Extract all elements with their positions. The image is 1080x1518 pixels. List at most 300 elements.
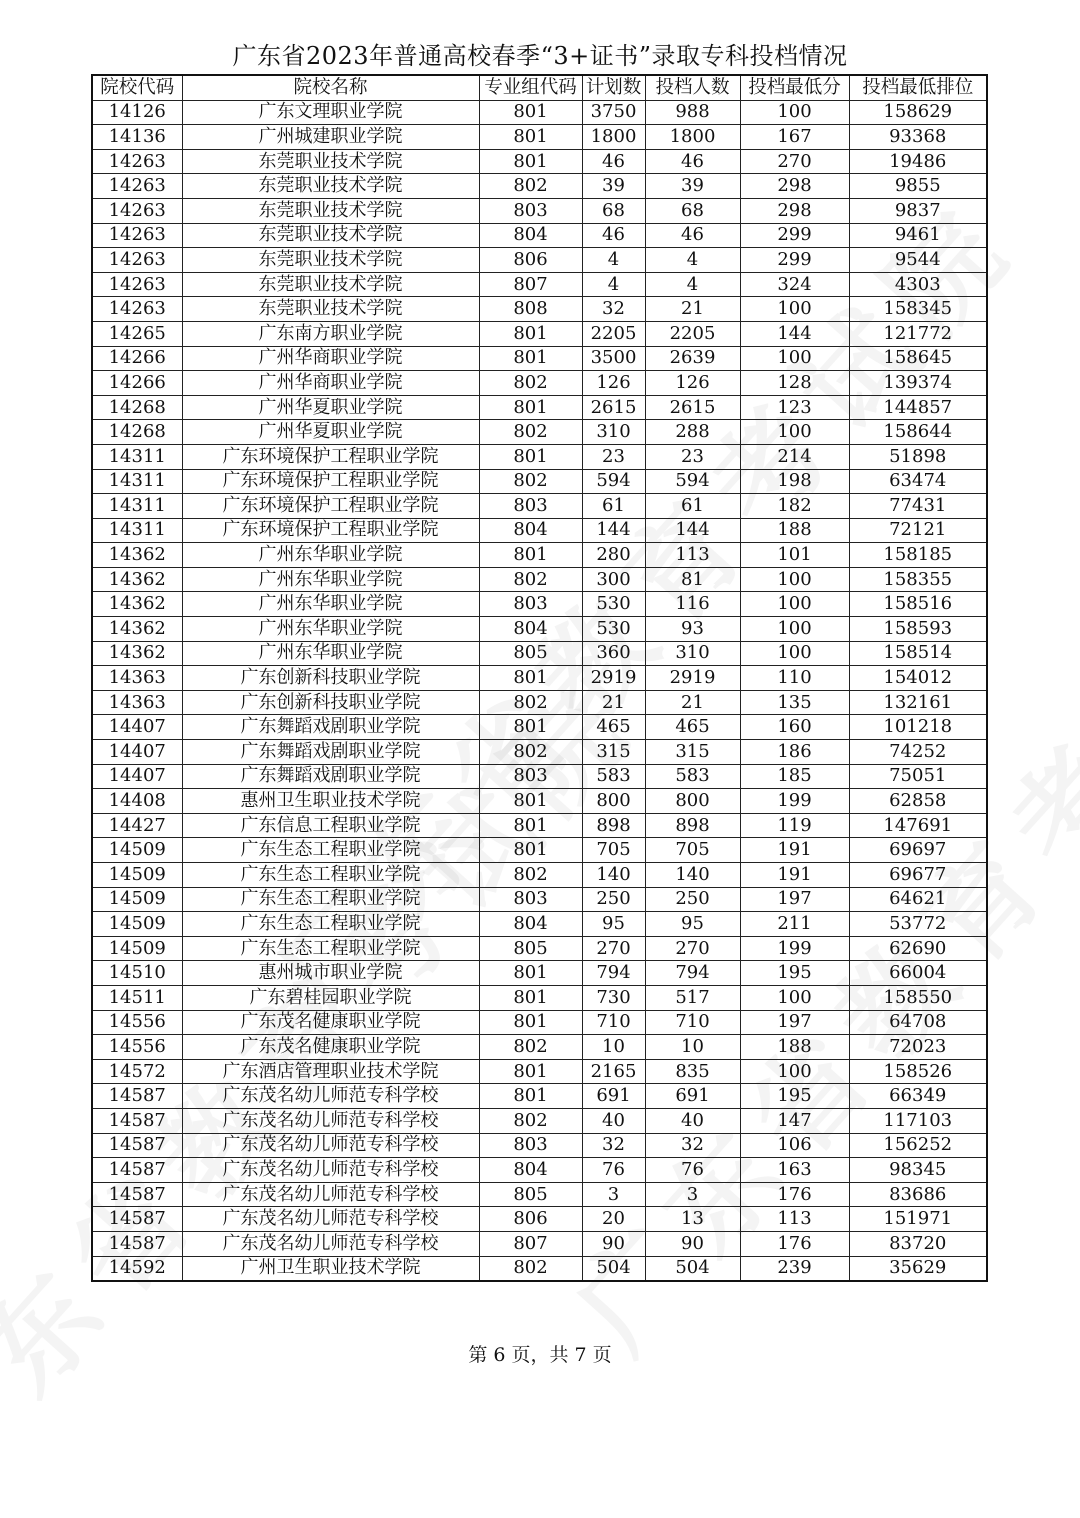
cell-plan-count: 270 xyxy=(582,936,645,961)
table-row xyxy=(92,395,987,420)
cell-plan-count: 280 xyxy=(582,543,645,568)
table-row xyxy=(92,1010,987,1035)
cell-min-score: 324 xyxy=(740,272,849,297)
table-row xyxy=(92,248,987,273)
cell-min-rank: 75051 xyxy=(849,764,987,789)
table-row xyxy=(92,715,987,740)
cell-group-code: 802 xyxy=(479,1256,582,1281)
table-row xyxy=(92,641,987,666)
cell-school-name: 广东环境保护工程职业学院 xyxy=(182,444,479,469)
cell-min-score: 199 xyxy=(740,936,849,961)
cell-min-score: 100 xyxy=(740,641,849,666)
cell-group-code: 801 xyxy=(479,789,582,814)
cell-school-code: 14263 xyxy=(92,149,182,174)
cell-admitted-count: 90 xyxy=(645,1231,740,1256)
cell-min-rank: 93368 xyxy=(849,125,987,150)
cell-min-score: 100 xyxy=(740,346,849,371)
cell-school-name: 广州华商职业学院 xyxy=(182,371,479,396)
cell-group-code: 802 xyxy=(479,371,582,396)
header-school-code: 院校代码 xyxy=(92,75,182,100)
cell-school-code: 14362 xyxy=(92,641,182,666)
cell-plan-count: 46 xyxy=(582,223,645,248)
cell-min-score: 100 xyxy=(740,985,849,1010)
table-row xyxy=(92,346,987,371)
cell-group-code: 804 xyxy=(479,1158,582,1183)
cell-school-code: 14363 xyxy=(92,666,182,691)
cell-min-score: 197 xyxy=(740,887,849,912)
cell-group-code: 807 xyxy=(479,272,582,297)
cell-school-code: 14572 xyxy=(92,1059,182,1084)
cell-plan-count: 530 xyxy=(582,592,645,617)
cell-group-code: 805 xyxy=(479,641,582,666)
table-row xyxy=(92,223,987,248)
cell-min-score: 298 xyxy=(740,174,849,199)
cell-min-score: 176 xyxy=(740,1231,849,1256)
cell-min-score: 185 xyxy=(740,764,849,789)
cell-school-code: 14511 xyxy=(92,985,182,1010)
cell-group-code: 807 xyxy=(479,1231,582,1256)
cell-group-code: 808 xyxy=(479,297,582,322)
cell-min-rank: 158550 xyxy=(849,985,987,1010)
cell-school-name: 广州卫生职业技术学院 xyxy=(182,1256,479,1281)
cell-group-code: 801 xyxy=(479,125,582,150)
cell-admitted-count: 39 xyxy=(645,174,740,199)
cell-school-name: 广东酒店管理职业技术学院 xyxy=(182,1059,479,1084)
cell-plan-count: 40 xyxy=(582,1108,645,1133)
cell-min-score: 100 xyxy=(740,617,849,642)
cell-admitted-count: 93 xyxy=(645,617,740,642)
cell-plan-count: 76 xyxy=(582,1158,645,1183)
cell-plan-count: 1800 xyxy=(582,125,645,150)
cell-plan-count: 594 xyxy=(582,469,645,494)
cell-admitted-count: 800 xyxy=(645,789,740,814)
cell-school-code: 14263 xyxy=(92,272,182,297)
cell-admitted-count: 21 xyxy=(645,297,740,322)
cell-admitted-count: 517 xyxy=(645,985,740,1010)
cell-min-score: 191 xyxy=(740,863,849,888)
cell-admitted-count: 95 xyxy=(645,912,740,937)
table-row xyxy=(92,272,987,297)
cell-min-score: 163 xyxy=(740,1158,849,1183)
cell-plan-count: 300 xyxy=(582,567,645,592)
cell-group-code: 803 xyxy=(479,198,582,223)
table-row xyxy=(92,100,987,125)
cell-min-score: 198 xyxy=(740,469,849,494)
cell-admitted-count: 2615 xyxy=(645,395,740,420)
table-row xyxy=(92,321,987,346)
cell-school-code: 14587 xyxy=(92,1207,182,1232)
cell-school-name: 东莞职业技术学院 xyxy=(182,272,479,297)
table-row xyxy=(92,1059,987,1084)
table-row xyxy=(92,371,987,396)
cell-min-score: 199 xyxy=(740,789,849,814)
cell-school-name: 广东茂名幼儿师范专科学校 xyxy=(182,1133,479,1158)
cell-plan-count: 10 xyxy=(582,1035,645,1060)
cell-min-score: 147 xyxy=(740,1108,849,1133)
cell-plan-count: 691 xyxy=(582,1084,645,1109)
cell-school-code: 14268 xyxy=(92,420,182,445)
table-row xyxy=(92,1231,987,1256)
cell-school-name: 广东创新科技职业学院 xyxy=(182,690,479,715)
cell-plan-count: 23 xyxy=(582,444,645,469)
cell-school-name: 广东舞蹈戏剧职业学院 xyxy=(182,764,479,789)
cell-group-code: 801 xyxy=(479,321,582,346)
cell-min-rank: 101218 xyxy=(849,715,987,740)
cell-plan-count: 32 xyxy=(582,297,645,322)
cell-group-code: 803 xyxy=(479,887,582,912)
cell-group-code: 805 xyxy=(479,936,582,961)
cell-min-rank: 158345 xyxy=(849,297,987,322)
cell-min-score: 211 xyxy=(740,912,849,937)
cell-school-code: 14311 xyxy=(92,518,182,543)
table-row xyxy=(92,617,987,642)
table-row xyxy=(92,518,987,543)
cell-school-code: 14263 xyxy=(92,174,182,199)
cell-min-rank: 117103 xyxy=(849,1108,987,1133)
cell-min-score: 270 xyxy=(740,149,849,174)
cell-plan-count: 4 xyxy=(582,272,645,297)
cell-min-score: 100 xyxy=(740,100,849,125)
table-row xyxy=(92,666,987,691)
cell-group-code: 803 xyxy=(479,494,582,519)
cell-school-name: 广东茂名幼儿师范专科学校 xyxy=(182,1084,479,1109)
cell-min-score: 100 xyxy=(740,592,849,617)
cell-school-code: 14587 xyxy=(92,1158,182,1183)
cell-min-score: 110 xyxy=(740,666,849,691)
cell-plan-count: 20 xyxy=(582,1207,645,1232)
cell-min-rank: 51898 xyxy=(849,444,987,469)
cell-school-code: 14263 xyxy=(92,297,182,322)
cell-group-code: 801 xyxy=(479,395,582,420)
cell-min-rank: 63474 xyxy=(849,469,987,494)
cell-admitted-count: 710 xyxy=(645,1010,740,1035)
cell-school-name: 惠州卫生职业技术学院 xyxy=(182,789,479,814)
cell-group-code: 801 xyxy=(479,1010,582,1035)
cell-school-name: 广州华商职业学院 xyxy=(182,346,479,371)
cell-admitted-count: 46 xyxy=(645,149,740,174)
cell-school-name: 惠州城市职业学院 xyxy=(182,961,479,986)
header-min-rank: 投档最低排位 xyxy=(849,75,987,100)
cell-school-code: 14509 xyxy=(92,863,182,888)
cell-group-code: 805 xyxy=(479,1182,582,1207)
header-school-name: 院校名称 xyxy=(182,75,479,100)
cell-min-rank: 64621 xyxy=(849,887,987,912)
cell-min-score: 188 xyxy=(740,518,849,543)
cell-plan-count: 2205 xyxy=(582,321,645,346)
cell-school-code: 14509 xyxy=(92,838,182,863)
cell-admitted-count: 40 xyxy=(645,1108,740,1133)
table-row xyxy=(92,961,987,986)
cell-min-score: 188 xyxy=(740,1035,849,1060)
cell-min-rank: 158185 xyxy=(849,543,987,568)
cell-plan-count: 144 xyxy=(582,518,645,543)
cell-school-name: 广州东华职业学院 xyxy=(182,567,479,592)
cell-admitted-count: 81 xyxy=(645,567,740,592)
cell-school-code: 14126 xyxy=(92,100,182,125)
cell-min-rank: 144857 xyxy=(849,395,987,420)
cell-group-code: 801 xyxy=(479,100,582,125)
cell-group-code: 804 xyxy=(479,617,582,642)
cell-school-name: 广州东华职业学院 xyxy=(182,641,479,666)
cell-min-score: 135 xyxy=(740,690,849,715)
cell-school-name: 东莞职业技术学院 xyxy=(182,248,479,273)
cell-min-rank: 132161 xyxy=(849,690,987,715)
table-row xyxy=(92,1108,987,1133)
header-group-code: 专业组代码 xyxy=(479,75,582,100)
cell-plan-count: 4 xyxy=(582,248,645,273)
cell-school-code: 14263 xyxy=(92,248,182,273)
cell-admitted-count: 13 xyxy=(645,1207,740,1232)
cell-plan-count: 465 xyxy=(582,715,645,740)
cell-plan-count: 800 xyxy=(582,789,645,814)
cell-admitted-count: 32 xyxy=(645,1133,740,1158)
cell-school-name: 东莞职业技术学院 xyxy=(182,198,479,223)
cell-min-rank: 74252 xyxy=(849,740,987,765)
cell-min-score: 160 xyxy=(740,715,849,740)
cell-min-score: 195 xyxy=(740,1084,849,1109)
cell-group-code: 801 xyxy=(479,961,582,986)
cell-group-code: 804 xyxy=(479,912,582,937)
cell-school-name: 东莞职业技术学院 xyxy=(182,223,479,248)
cell-school-code: 14587 xyxy=(92,1133,182,1158)
cell-admitted-count: 504 xyxy=(645,1256,740,1281)
cell-min-rank: 9855 xyxy=(849,174,987,199)
cell-min-rank: 158355 xyxy=(849,567,987,592)
table-row xyxy=(92,174,987,199)
cell-admitted-count: 4 xyxy=(645,272,740,297)
cell-plan-count: 730 xyxy=(582,985,645,1010)
cell-school-name: 广东茂名健康职业学院 xyxy=(182,1010,479,1035)
cell-admitted-count: 2205 xyxy=(645,321,740,346)
cell-admitted-count: 310 xyxy=(645,641,740,666)
cell-group-code: 806 xyxy=(479,248,582,273)
cell-plan-count: 530 xyxy=(582,617,645,642)
cell-admitted-count: 988 xyxy=(645,100,740,125)
cell-plan-count: 310 xyxy=(582,420,645,445)
table-row xyxy=(92,469,987,494)
cell-plan-count: 95 xyxy=(582,912,645,937)
cell-school-name: 广东生态工程职业学院 xyxy=(182,838,479,863)
cell-school-code: 14407 xyxy=(92,715,182,740)
cell-school-name: 广东生态工程职业学院 xyxy=(182,912,479,937)
cell-school-code: 14408 xyxy=(92,789,182,814)
cell-plan-count: 2919 xyxy=(582,666,645,691)
cell-group-code: 801 xyxy=(479,149,582,174)
cell-plan-count: 90 xyxy=(582,1231,645,1256)
cell-plan-count: 61 xyxy=(582,494,645,519)
page-footer: 第 6 页，共 7 页 xyxy=(468,1344,612,1366)
cell-admitted-count: 144 xyxy=(645,518,740,543)
cell-plan-count: 46 xyxy=(582,149,645,174)
cell-admitted-count: 113 xyxy=(645,543,740,568)
cell-admitted-count: 315 xyxy=(645,740,740,765)
cell-group-code: 803 xyxy=(479,1133,582,1158)
cell-school-name: 广东创新科技职业学院 xyxy=(182,666,479,691)
cell-min-rank: 62690 xyxy=(849,936,987,961)
cell-min-rank: 121772 xyxy=(849,321,987,346)
cell-min-rank: 9461 xyxy=(849,223,987,248)
cell-group-code: 801 xyxy=(479,715,582,740)
table-row xyxy=(92,297,987,322)
table-row xyxy=(92,1133,987,1158)
cell-plan-count: 3500 xyxy=(582,346,645,371)
cell-plan-count: 68 xyxy=(582,198,645,223)
cell-min-rank: 19486 xyxy=(849,149,987,174)
cell-min-rank: 66349 xyxy=(849,1084,987,1109)
cell-school-name: 广东茂名幼儿师范专科学校 xyxy=(182,1207,479,1232)
cell-group-code: 802 xyxy=(479,420,582,445)
cell-school-code: 14407 xyxy=(92,764,182,789)
cell-admitted-count: 140 xyxy=(645,863,740,888)
cell-min-score: 113 xyxy=(740,1207,849,1232)
cell-school-name: 广东茂名幼儿师范专科学校 xyxy=(182,1108,479,1133)
cell-plan-count: 21 xyxy=(582,690,645,715)
table-row xyxy=(92,690,987,715)
table-row xyxy=(92,912,987,937)
cell-min-score: 298 xyxy=(740,198,849,223)
cell-admitted-count: 288 xyxy=(645,420,740,445)
cell-school-name: 广东舞蹈戏剧职业学院 xyxy=(182,740,479,765)
cell-school-code: 14362 xyxy=(92,592,182,617)
cell-school-name: 广东环境保护工程职业学院 xyxy=(182,469,479,494)
cell-school-code: 14263 xyxy=(92,223,182,248)
cell-admitted-count: 3 xyxy=(645,1182,740,1207)
cell-group-code: 803 xyxy=(479,592,582,617)
cell-plan-count: 504 xyxy=(582,1256,645,1281)
table-row xyxy=(92,149,987,174)
table-row xyxy=(92,789,987,814)
cell-school-name: 广东文理职业学院 xyxy=(182,100,479,125)
cell-school-code: 14509 xyxy=(92,912,182,937)
cell-min-score: 100 xyxy=(740,420,849,445)
cell-admitted-count: 1800 xyxy=(645,125,740,150)
table-header-row xyxy=(92,75,987,100)
cell-min-score: 239 xyxy=(740,1256,849,1281)
cell-plan-count: 705 xyxy=(582,838,645,863)
cell-admitted-count: 250 xyxy=(645,887,740,912)
cell-min-rank: 9544 xyxy=(849,248,987,273)
cell-school-code: 14509 xyxy=(92,887,182,912)
header-admitted-count: 投档人数 xyxy=(645,75,740,100)
cell-plan-count: 250 xyxy=(582,887,645,912)
cell-admitted-count: 23 xyxy=(645,444,740,469)
table-row xyxy=(92,740,987,765)
cell-admitted-count: 691 xyxy=(645,1084,740,1109)
table-row xyxy=(92,863,987,888)
cell-school-code: 14311 xyxy=(92,469,182,494)
cell-school-name: 广东环境保护工程职业学院 xyxy=(182,494,479,519)
cell-admitted-count: 270 xyxy=(645,936,740,961)
cell-admitted-count: 794 xyxy=(645,961,740,986)
table-row xyxy=(92,592,987,617)
document-title: 广东省2023年普通高校春季“3+证书”录取专科投档情况 xyxy=(232,42,848,70)
cell-admitted-count: 68 xyxy=(645,198,740,223)
cell-school-name: 东莞职业技术学院 xyxy=(182,174,479,199)
cell-group-code: 802 xyxy=(479,469,582,494)
cell-min-rank: 98345 xyxy=(849,1158,987,1183)
cell-admitted-count: 2919 xyxy=(645,666,740,691)
cell-school-code: 14592 xyxy=(92,1256,182,1281)
cell-school-name: 广东生态工程职业学院 xyxy=(182,887,479,912)
cell-group-code: 804 xyxy=(479,518,582,543)
cell-min-rank: 69677 xyxy=(849,863,987,888)
cell-school-code: 14587 xyxy=(92,1231,182,1256)
table-row xyxy=(92,1182,987,1207)
table-row xyxy=(92,985,987,1010)
table-row xyxy=(92,543,987,568)
table-body xyxy=(92,100,987,1281)
cell-min-rank: 66004 xyxy=(849,961,987,986)
cell-min-score: 191 xyxy=(740,838,849,863)
cell-school-code: 14266 xyxy=(92,371,182,396)
cell-school-name: 广东茂名幼儿师范专科学校 xyxy=(182,1158,479,1183)
cell-school-name: 广东舞蹈戏剧职业学院 xyxy=(182,715,479,740)
cell-school-code: 14587 xyxy=(92,1108,182,1133)
cell-school-code: 14407 xyxy=(92,740,182,765)
cell-plan-count: 126 xyxy=(582,371,645,396)
cell-school-name: 广州城建职业学院 xyxy=(182,125,479,150)
cell-school-code: 14265 xyxy=(92,321,182,346)
cell-school-code: 14362 xyxy=(92,567,182,592)
cell-min-rank: 158514 xyxy=(849,641,987,666)
cell-school-code: 14362 xyxy=(92,617,182,642)
cell-school-code: 14510 xyxy=(92,961,182,986)
cell-school-code: 14587 xyxy=(92,1182,182,1207)
cell-min-score: 100 xyxy=(740,297,849,322)
cell-plan-count: 39 xyxy=(582,174,645,199)
cell-plan-count: 2615 xyxy=(582,395,645,420)
cell-school-code: 14556 xyxy=(92,1035,182,1060)
cell-group-code: 802 xyxy=(479,1035,582,1060)
cell-school-name: 广东碧桂园职业学院 xyxy=(182,985,479,1010)
cell-admitted-count: 465 xyxy=(645,715,740,740)
cell-school-code: 14311 xyxy=(92,444,182,469)
cell-school-name: 东莞职业技术学院 xyxy=(182,297,479,322)
cell-plan-count: 3 xyxy=(582,1182,645,1207)
header-plan-count: 计划数 xyxy=(582,75,645,100)
cell-group-code: 801 xyxy=(479,813,582,838)
cell-min-rank: 158593 xyxy=(849,617,987,642)
cell-admitted-count: 126 xyxy=(645,371,740,396)
cell-min-rank: 72023 xyxy=(849,1035,987,1060)
cell-min-score: 299 xyxy=(740,248,849,273)
cell-min-score: 182 xyxy=(740,494,849,519)
cell-admitted-count: 2639 xyxy=(645,346,740,371)
cell-school-name: 广州东华职业学院 xyxy=(182,543,479,568)
cell-school-name: 广东茂名幼儿师范专科学校 xyxy=(182,1182,479,1207)
cell-min-rank: 35629 xyxy=(849,1256,987,1281)
cell-min-rank: 139374 xyxy=(849,371,987,396)
cell-school-code: 14136 xyxy=(92,125,182,150)
cell-min-score: 106 xyxy=(740,1133,849,1158)
cell-plan-count: 898 xyxy=(582,813,645,838)
cell-min-score: 186 xyxy=(740,740,849,765)
cell-min-rank: 158629 xyxy=(849,100,987,125)
cell-min-score: 128 xyxy=(740,371,849,396)
cell-min-score: 195 xyxy=(740,961,849,986)
cell-plan-count: 315 xyxy=(582,740,645,765)
cell-min-rank: 158644 xyxy=(849,420,987,445)
table-row xyxy=(92,444,987,469)
cell-min-rank: 62858 xyxy=(849,789,987,814)
cell-school-name: 东莞职业技术学院 xyxy=(182,149,479,174)
table-row xyxy=(92,1084,987,1109)
cell-school-name: 广州华夏职业学院 xyxy=(182,420,479,445)
table-row xyxy=(92,125,987,150)
cell-plan-count: 140 xyxy=(582,863,645,888)
cell-min-rank: 53772 xyxy=(849,912,987,937)
cell-school-code: 14362 xyxy=(92,543,182,568)
